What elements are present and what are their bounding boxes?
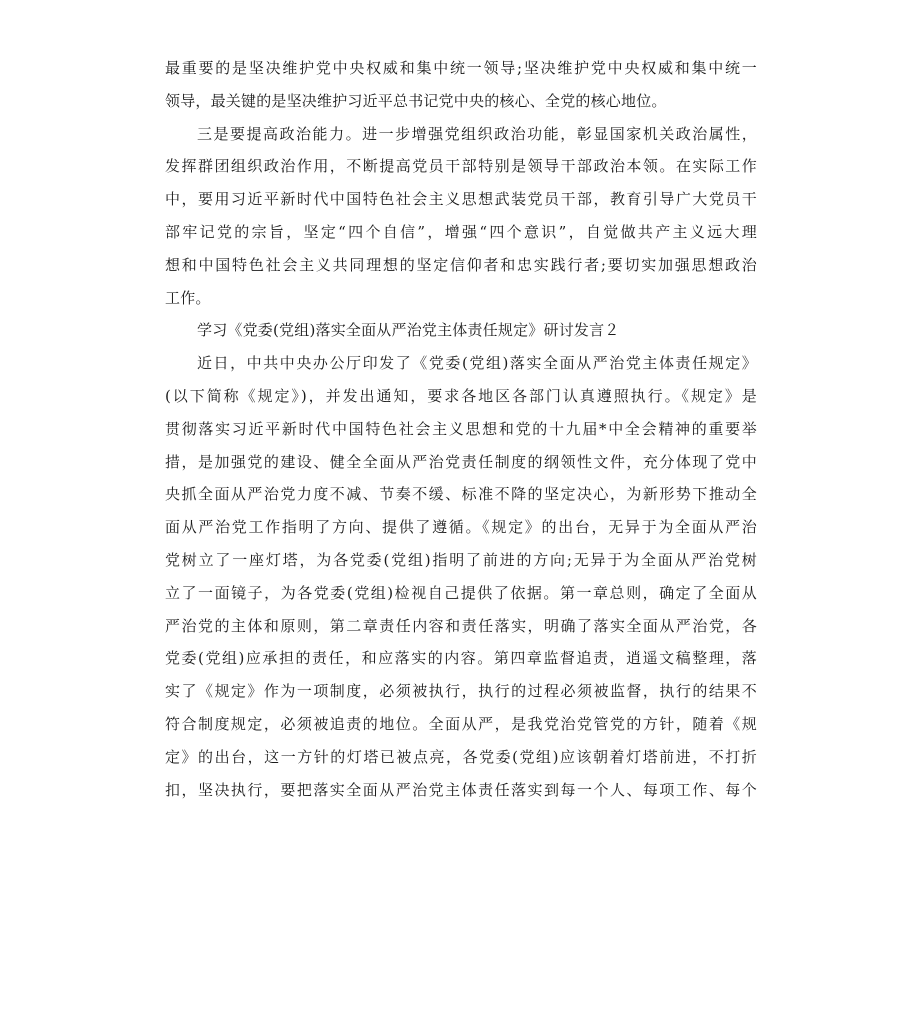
- text-line: 严治党的主体和原则，第二章责任内容和责任落实，明确了落实全面从严治党，各: [165, 616, 757, 635]
- text-line: 党树立了一座灯塔，为各党委(党组)指明了前进的方向;无异于为全面从严治党树: [165, 550, 757, 569]
- heading-line: 学习《党委(党组)落实全面从严治党主体责任规定》研讨发言２: [197, 321, 620, 340]
- text-line: 发挥群团组织政治作用，不断提高党员干部特别是领导干部政治本领。在实际工作: [165, 157, 757, 176]
- text-line: 扣，坚决执行，要把落实全面从严治党主体责任落实到每一个人、每项工作、每个: [165, 780, 757, 799]
- text-line: 党委(党组)应承担的责任，和应落实的内容。第四章监督追责，逍遥文稿整理，落: [165, 649, 757, 668]
- paragraph-2: [165, 118, 757, 315]
- text-line: 措，是加强党的建设、健全全面从严治党责任制度的纲领性文件，充分体现了党中: [165, 452, 757, 471]
- text-line: 符合制度规定，必须被追责的地位。全面从严，是我党治党管党的方针，随着《规: [165, 714, 757, 733]
- document-page: [165, 52, 757, 806]
- text-line: 实了《规定》作为一项制度，必须被执行，执行的过程必须被监督，执行的结果不: [165, 682, 757, 701]
- text-line: 立了一面镜子，为各党委(党组)检视自己提供了依据。第一章总则，确定了全面从: [165, 583, 757, 602]
- text-line: (以下简称《规定》)，并发出通知，要求各地区各部门认真遵照执行。《规定》是: [165, 386, 757, 405]
- text-line: 近日，中共中央办公厅印发了《党委(党组)落实全面从严治党主体责任规定》: [197, 354, 757, 373]
- section-heading: [165, 314, 757, 347]
- text-line: 工作。: [165, 288, 211, 307]
- text-line: 定》的出台，这一方针的灯塔已被点亮，各党委(党组)应该朝着灯塔前进，不打折: [165, 747, 757, 766]
- text-line: 最重要的是坚决维护党中央权威和集中统一领导;坚决维护党中央权威和集中统一: [165, 59, 757, 77]
- text-line: 中，要用习近平新时代中国特色社会主义思想武装党员干部，教育引导广大党员干: [165, 190, 757, 209]
- text-line: 想和中国特色社会主义共同理想的坚定信仰者和忠实践行者;要切实加强思想政治: [165, 255, 757, 274]
- text-line: 部牢记党的宗旨，坚定“四个自信”，增强“四个意识”，自觉做共产主义远大理: [165, 222, 757, 241]
- text-line: 三是要提高政治能力。进一步增强党组织政治功能，彰显国家机关政治属性，: [197, 124, 757, 143]
- text-line: 贯彻落实习近平新时代中国特色社会主义思想和党的十九届*中全会精神的重要举: [165, 419, 757, 438]
- text-line: 面从严治党工作指明了方向、提供了遵循。《规定》的出台，无异于为全面从严治: [165, 518, 757, 537]
- text-line: 央抓全面从严治党力度不减、节奏不缓、标准不降的坚定决心，为新形势下推动全: [165, 485, 757, 504]
- text-line: 领导，最关键的是坚决维护习近平总书记党中央的核心、全党的核心地位。: [165, 91, 667, 110]
- paragraph-1: [165, 52, 757, 118]
- paragraph-3: [165, 347, 757, 806]
